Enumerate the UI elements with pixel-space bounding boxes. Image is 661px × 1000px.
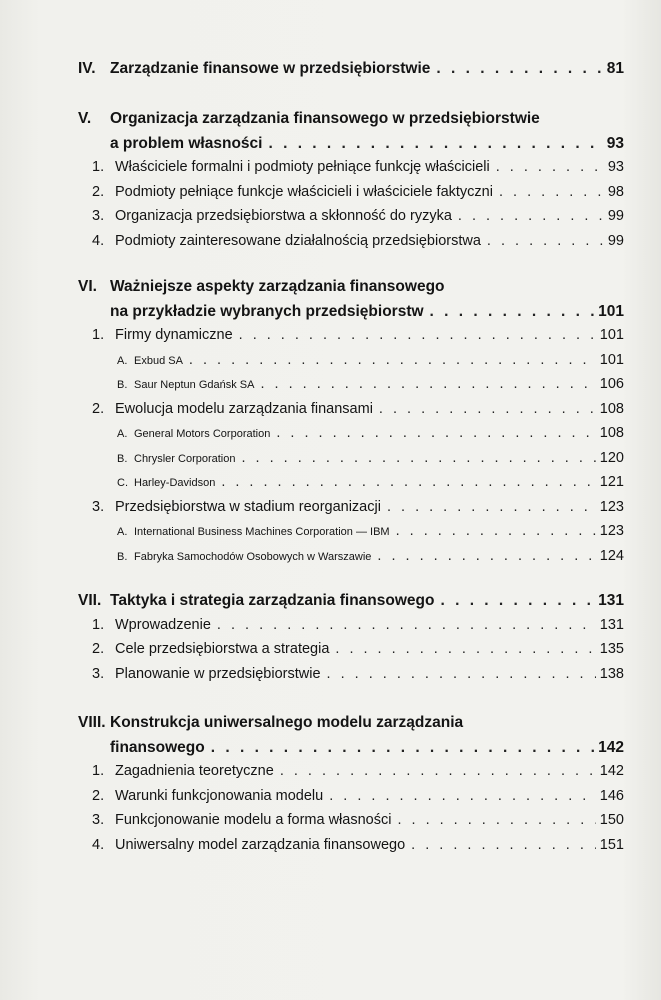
page-number: 93 bbox=[607, 159, 624, 175]
subsection-letter: B. bbox=[117, 550, 128, 563]
page-number: 131 bbox=[599, 616, 624, 633]
section-number: 2. bbox=[92, 787, 105, 804]
toc-subsection bbox=[117, 352, 624, 376]
subsection-title: Harley-Davidson bbox=[134, 477, 216, 489]
page-number: 81 bbox=[606, 60, 624, 77]
page-number: 151 bbox=[599, 836, 624, 853]
toc-section bbox=[92, 159, 624, 183]
section-title: Ewolucja modelu zarządzania finansami bbox=[115, 400, 373, 417]
subsection-title: General Motors Corporation bbox=[134, 428, 271, 440]
leader-dots bbox=[436, 60, 602, 78]
section-title: Firmy dynamiczne bbox=[115, 327, 233, 343]
leader-dots bbox=[239, 327, 596, 343]
section-title: Warunki funkcjonowania modelu bbox=[115, 787, 324, 804]
leader-dots bbox=[276, 425, 595, 441]
chapter-title: finansowego bbox=[110, 738, 205, 756]
page-number: 99 bbox=[607, 232, 624, 249]
leader-dots bbox=[211, 739, 594, 757]
leader-dots bbox=[280, 763, 596, 779]
section-title: Zagadnienia teoretyczne bbox=[115, 763, 274, 779]
chapter-title: Taktyka i strategia zarządzania finansowego bbox=[110, 592, 435, 609]
chapter-heading-line bbox=[78, 135, 624, 159]
section-title: Przedsiębiorstwa w stadium reorganizacji bbox=[115, 498, 381, 515]
page-number: 123 bbox=[599, 523, 624, 539]
chapter-title: na przykładzie wybranych przedsiębiorstw bbox=[110, 302, 424, 320]
toc-section bbox=[92, 788, 624, 812]
leader-dots bbox=[327, 666, 596, 682]
chapter-heading-line bbox=[78, 739, 624, 763]
chapter-heading-line bbox=[78, 60, 624, 84]
chapter-title: a problem własności bbox=[110, 134, 263, 152]
subsection-title: Saur Neptun Gdańsk SA bbox=[134, 379, 255, 391]
leader-dots bbox=[499, 184, 604, 200]
subsection-title: International Business Machines Corporation — IBM bbox=[134, 526, 390, 538]
section-title: Podmioty zainteresowane działalnością przedsiębiorstwa bbox=[115, 232, 481, 249]
toc-section bbox=[92, 499, 624, 523]
toc-subsection bbox=[117, 425, 624, 449]
subsection-letter: A. bbox=[117, 428, 128, 440]
leader-dots bbox=[189, 352, 596, 368]
section-number: 4. bbox=[92, 232, 105, 249]
subsection-title: Exbud SA bbox=[134, 354, 183, 367]
section-number: 4. bbox=[92, 836, 105, 853]
leader-dots bbox=[430, 303, 595, 321]
page-number: 121 bbox=[599, 474, 624, 490]
page-number: 124 bbox=[599, 547, 624, 564]
subsection-letter: B. bbox=[117, 379, 128, 391]
leader-dots bbox=[221, 474, 595, 490]
chapter-title: Organizacja zarządzania finansowego w przedsiębiorstwie bbox=[110, 110, 540, 127]
section-number: 1. bbox=[92, 159, 105, 175]
chapter-title: Konstrukcja uniwersalnego modelu zarządzania bbox=[110, 714, 464, 731]
toc-subsection bbox=[117, 376, 624, 400]
chapter-number: VI. bbox=[78, 278, 97, 295]
page-number: 101 bbox=[598, 302, 624, 320]
page-number: 146 bbox=[599, 787, 624, 804]
chapter-heading-line bbox=[78, 714, 624, 738]
page-number: 101 bbox=[599, 351, 624, 368]
leader-dots bbox=[396, 523, 596, 539]
page-number: 131 bbox=[598, 592, 624, 609]
toc-section bbox=[92, 617, 624, 641]
chapter-number: IV. bbox=[78, 60, 96, 77]
page-number: 106 bbox=[599, 376, 624, 392]
subsection-letter: C. bbox=[117, 477, 128, 489]
section-number: 3. bbox=[92, 498, 105, 515]
page-number: 108 bbox=[599, 400, 624, 417]
leader-dots bbox=[379, 401, 596, 417]
chapter-heading-line bbox=[78, 303, 624, 327]
leader-dots bbox=[335, 641, 595, 657]
toc-section bbox=[92, 837, 624, 861]
subsection-letter: B. bbox=[117, 452, 128, 465]
section-number: 3. bbox=[92, 812, 105, 828]
chapter-number: VII. bbox=[78, 592, 102, 609]
section-title: Organizacja przedsiębiorstwa a skłonność do ryzyka bbox=[115, 208, 452, 224]
toc-section bbox=[92, 401, 624, 425]
section-number: 3. bbox=[92, 208, 105, 224]
chapter-title: Ważniejsze aspekty zarządzania finansowego bbox=[110, 278, 445, 295]
page-number: 120 bbox=[599, 449, 624, 466]
page-number: 99 bbox=[607, 208, 624, 224]
subsection-letter: A. bbox=[117, 526, 128, 538]
page-number: 135 bbox=[599, 641, 624, 657]
toc-section bbox=[92, 233, 624, 257]
page-number: 101 bbox=[599, 327, 624, 343]
page-number: 142 bbox=[598, 738, 624, 756]
leader-dots bbox=[411, 837, 596, 853]
subsection-title: Fabryka Samochodów Osobowych w Warszawie bbox=[134, 550, 372, 563]
toc-subsection bbox=[117, 474, 624, 498]
page-number: 98 bbox=[607, 183, 624, 200]
section-title: Cele przedsiębiorstwa a strategia bbox=[115, 641, 330, 657]
leader-dots bbox=[241, 450, 595, 466]
section-title: Uniwersalny model zarządzania finansowego bbox=[115, 836, 406, 853]
subsection-letter: A. bbox=[117, 354, 128, 367]
section-title: Wprowadzenie bbox=[115, 616, 211, 633]
leader-dots bbox=[458, 208, 604, 224]
chapter-number: VIII. bbox=[78, 714, 106, 731]
leader-dots bbox=[377, 548, 595, 564]
page-number: 142 bbox=[599, 763, 624, 779]
toc-section bbox=[92, 763, 624, 787]
page-number: 138 bbox=[599, 665, 624, 682]
section-number: 1. bbox=[92, 763, 105, 779]
leader-dots bbox=[487, 233, 604, 249]
section-title: Właściciele formalni i podmioty pełniące funkcję właścicieli bbox=[115, 159, 490, 175]
section-number: 2. bbox=[92, 400, 105, 417]
leader-dots bbox=[496, 159, 604, 175]
section-title: Funkcjonowanie modelu a forma własności bbox=[115, 812, 392, 828]
page-number: 93 bbox=[606, 134, 624, 152]
page-number: 108 bbox=[599, 425, 624, 441]
leader-dots bbox=[440, 592, 594, 610]
chapter-title: Zarządzanie finansowe w przedsiębiorstwie bbox=[110, 60, 431, 77]
toc-section bbox=[92, 812, 624, 836]
leader-dots bbox=[387, 499, 596, 515]
toc-section bbox=[92, 184, 624, 208]
section-number: 1. bbox=[92, 616, 105, 633]
leader-dots bbox=[260, 376, 595, 392]
toc-section bbox=[92, 327, 624, 351]
section-number: 3. bbox=[92, 665, 105, 682]
leader-dots bbox=[268, 135, 602, 153]
section-title: Podmioty pełniące funkcje właścicieli i właściciele faktyczni bbox=[115, 183, 493, 200]
section-number: 1. bbox=[92, 327, 105, 343]
toc-subsection bbox=[117, 523, 624, 547]
page-number: 123 bbox=[599, 498, 624, 515]
toc-subsection bbox=[117, 450, 624, 474]
chapter-heading-line bbox=[78, 592, 624, 616]
leader-dots bbox=[397, 812, 595, 828]
chapter-number: V. bbox=[78, 110, 92, 127]
toc-section bbox=[92, 208, 624, 232]
section-number: 2. bbox=[92, 641, 105, 657]
leader-dots bbox=[329, 788, 596, 804]
chapter-heading-line bbox=[78, 110, 624, 134]
leader-dots bbox=[217, 617, 596, 633]
toc-subsection bbox=[117, 548, 624, 572]
section-title: Planowanie w przedsiębiorstwie bbox=[115, 665, 321, 682]
toc-section bbox=[92, 641, 624, 665]
toc-section bbox=[92, 666, 624, 690]
subsection-title: Chrysler Corporation bbox=[134, 452, 236, 465]
chapter-heading-line bbox=[78, 278, 624, 302]
section-number: 2. bbox=[92, 183, 105, 200]
page-number: 150 bbox=[599, 812, 624, 828]
